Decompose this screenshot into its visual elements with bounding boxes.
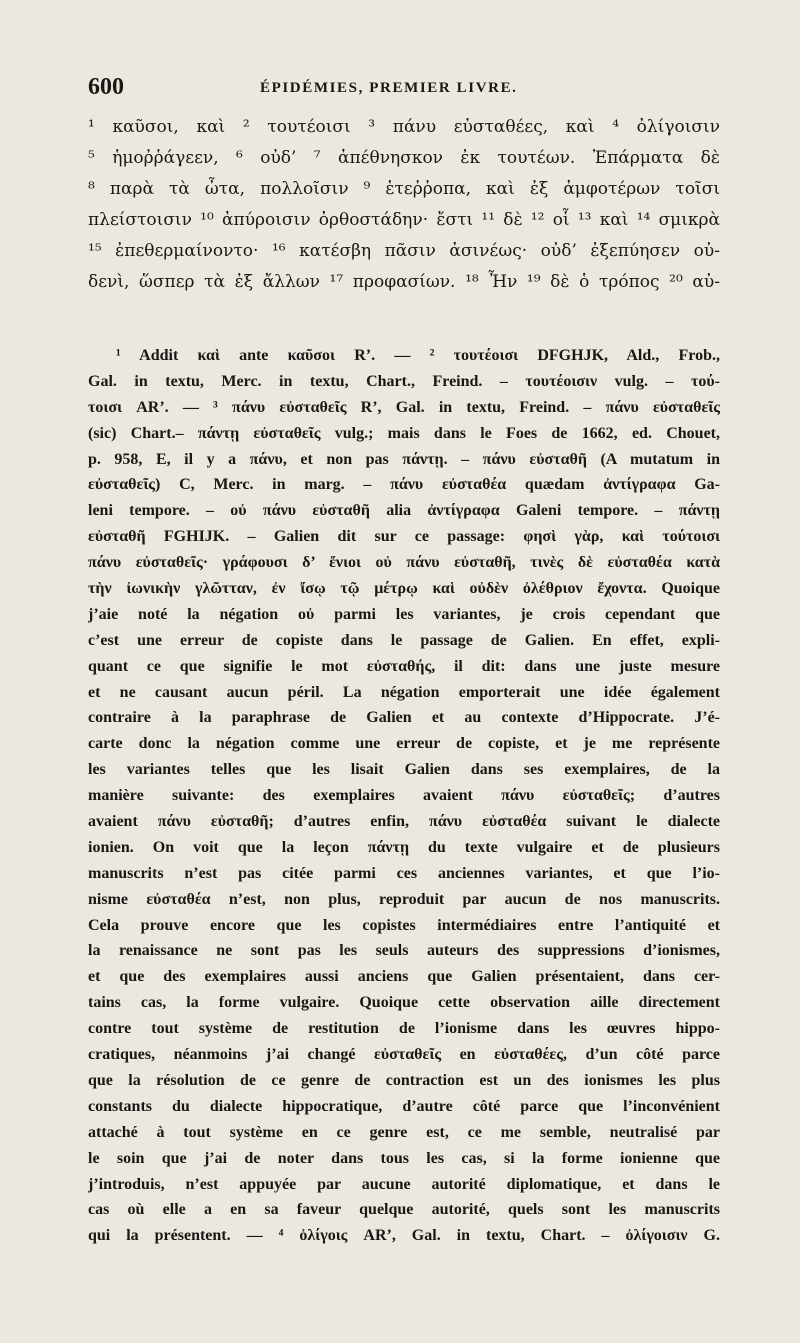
- footnote-line: qui la présentent. — ⁴ ὀλίγοις AR’, Gal. in textu, Chart. – ὀλίγοισιν G.: [88, 1227, 720, 1245]
- footnote-line: nisme εὐσταθέα n’est, non plus, reproduit par aucun de nos manuscrits.: [88, 890, 720, 908]
- footnote-line: εὐσταθῆ FGHIJK. – Galien dit sur ce passage: φησὶ γὰρ, καὶ τούτοισι: [88, 528, 720, 546]
- text-line: ⁵ ἡμοῤῥάγεεν, ⁶ οὐδ’ ⁷ ἀπέθνησκον ἐκ τουτέων. Ἐπάρματα δὲ: [88, 148, 720, 168]
- footnote-line: et que des exemplaires aussi anciens que Galien présentaient, dans cer-: [88, 968, 720, 986]
- footnote-line: contraire à la paraphrase de Galien et au contexte d’Hippocrate. J’é-: [88, 709, 720, 727]
- footnote-line: et ne causant aucun péril. La négation emporterait une idée également: [88, 683, 720, 701]
- footnote-line: cratiques, néanmoins j’ai changé εὐσταθεῖς en εὐσταθέες, d’un côté parce: [88, 1046, 720, 1064]
- footnote-line: c’est une erreur de copiste dans le passage de Galien. En effet, expli-: [88, 631, 720, 649]
- footnote-line: manuscrits n’est pas citée parmi ces anciennes variantes, et que l’io-: [88, 864, 720, 882]
- footnote-line: p. 958, E, il y a πάνυ, et non pas πάντῃ. – πάνυ εὐσταθῆ (A mutatum in: [88, 450, 720, 468]
- text-line: ¹⁵ ἐπεθερμαίνοντο· ¹⁶ κατέσβη πᾶσιν ἀσινέως· οὐδ’ ἐξεπύησεν οὐ-: [88, 241, 720, 261]
- footnote-line: j’aie noté la négation οὐ parmi les variantes, je crois cependant que: [88, 605, 720, 623]
- footnote-line: πάνυ εὐσταθεῖς· γράφουσι δ’ ἔνιοι οὐ πάνυ εὐσταθῆ, τινὲς δὲ εὐσταθέα κατὰ: [88, 554, 720, 572]
- footnote-line: cas où elle a en sa faveur quelque autorité, quels sont les manuscrits: [88, 1201, 720, 1219]
- running-title: ÉPIDÉMIES, PREMIER LIVRE.: [260, 80, 518, 96]
- footnote-line: la renaissance ne sont pas les seuls auteurs des suppressions d’ionismes,: [88, 942, 720, 960]
- footnote-line: que la résolution de ce genre de contraction est un des ionismes les plus: [88, 1071, 720, 1089]
- footnote-line: Gal. in textu, Merc. in textu, Chart., Freind. – τουτέοισιν vulg. – τού-: [88, 372, 720, 390]
- footnote-line: τὴν ἰωνικὴν γλῶτταν, ἐν ἴσῳ τῷ μέτρῳ καὶ οὐδὲν ὀλέθριον ἔχοντα. Quoique: [88, 580, 720, 598]
- footnote-line: carte donc la négation comme une erreur de copiste, et je me représente: [88, 735, 720, 753]
- greek-main-text: [88, 112, 720, 298]
- footnote-line: quant ce que signifie le mot εὐσταθής, il dit: dans une juste mesure: [88, 657, 720, 675]
- text-line: δενὶ, ὥσπερ τὰ ἐξ ἄλλων ¹⁷ προφασίων. ¹⁸ Ἦν ¹⁹ δὲ ὁ τρόπος ²⁰ αὐ-: [88, 272, 720, 292]
- page-header: [88, 74, 718, 102]
- footnote-line: j’introduis, n’est appuyée par aucune autorité diplomatique, et dans le: [88, 1175, 720, 1193]
- text-line: πλείστοισιν ¹⁰ ἀπύροισιν ὀρθοστάδην· ἔστι ¹¹ δὲ ¹² οἷ ¹³ καὶ ¹⁴ σμικρὰ: [88, 210, 720, 230]
- footnotes: [88, 343, 720, 1249]
- footnote-line: les variantes telles que les lisait Galien dans ses exemplaires, de la: [88, 761, 720, 779]
- footnote-line: Cela prouve encore que les copistes intermédiaires entre l’antiquité et: [88, 916, 720, 934]
- footnote-line: tains cas, la forme vulgaire. Quoique cette observation aille directement: [88, 994, 720, 1012]
- footnote-line: τοισι AR’. — ³ πάνυ εὐσταθεῖς R’, Gal. in textu, Freind. – πάνυ εὐσταθεῖς: [88, 398, 720, 416]
- page-number: 600: [88, 74, 124, 100]
- text-line: ⁸ παρὰ τὰ ὦτα, πολλοῖσιν ⁹ ἑτεῤῥοπα, καὶ ἐξ ἀμφοτέρων τοῖσι: [88, 179, 720, 199]
- footnote-line: εὐσταθεῖς) C, Merc. in marg. – πάνυ εὐσταθέα quædam ἀντίγραφα Ga-: [88, 476, 720, 494]
- footnote-line: ionien. On voit que la leçon πάντῃ du texte vulgaire et de plusieurs: [88, 838, 720, 856]
- footnote-line: (sic) Chart.– πάντῃ εὐσταθεῖς vulg.; mais dans le Foes de 1662, ed. Chouet,: [88, 424, 720, 442]
- footnote-line: manière suivante: des exemplaires avaient πάνυ εὐσταθεῖς; d’autres: [88, 787, 720, 805]
- footnote-line: leni tempore. – οὐ πάνυ εὐσταθῆ alia ἀντίγραφα Galeni tempore. – πάντῃ: [88, 502, 720, 520]
- text-line: ¹ καῦσοι, καὶ ² τουτέοισι ³ πάνυ εὐσταθέες, καὶ ⁴ ὀλίγοισιν: [88, 117, 720, 137]
- footnote-line: ¹ Addit καὶ ante καῦσοι R’. — ² τουτέοισι DFGHJK, Ald., Frob.,: [116, 347, 720, 364]
- footnote-line: le soin que j’ai de noter dans tous les cas, si la forme ionienne que: [88, 1149, 720, 1167]
- footnote-line: constants du dialecte hippocratique, d’autre côté parce que l’inconvénient: [88, 1097, 720, 1115]
- footnote-line: contre tout système de restitution de l’ionisme dans les œuvres hippo-: [88, 1020, 720, 1038]
- footnote-line: avaient πάνυ εὐσταθῆ; d’autres enfin, πάνυ εὐσταθέα suivant le dialecte: [88, 813, 720, 831]
- footnote-line: attaché à tout système en ce genre est, ce me semble, neutralisé par: [88, 1123, 720, 1141]
